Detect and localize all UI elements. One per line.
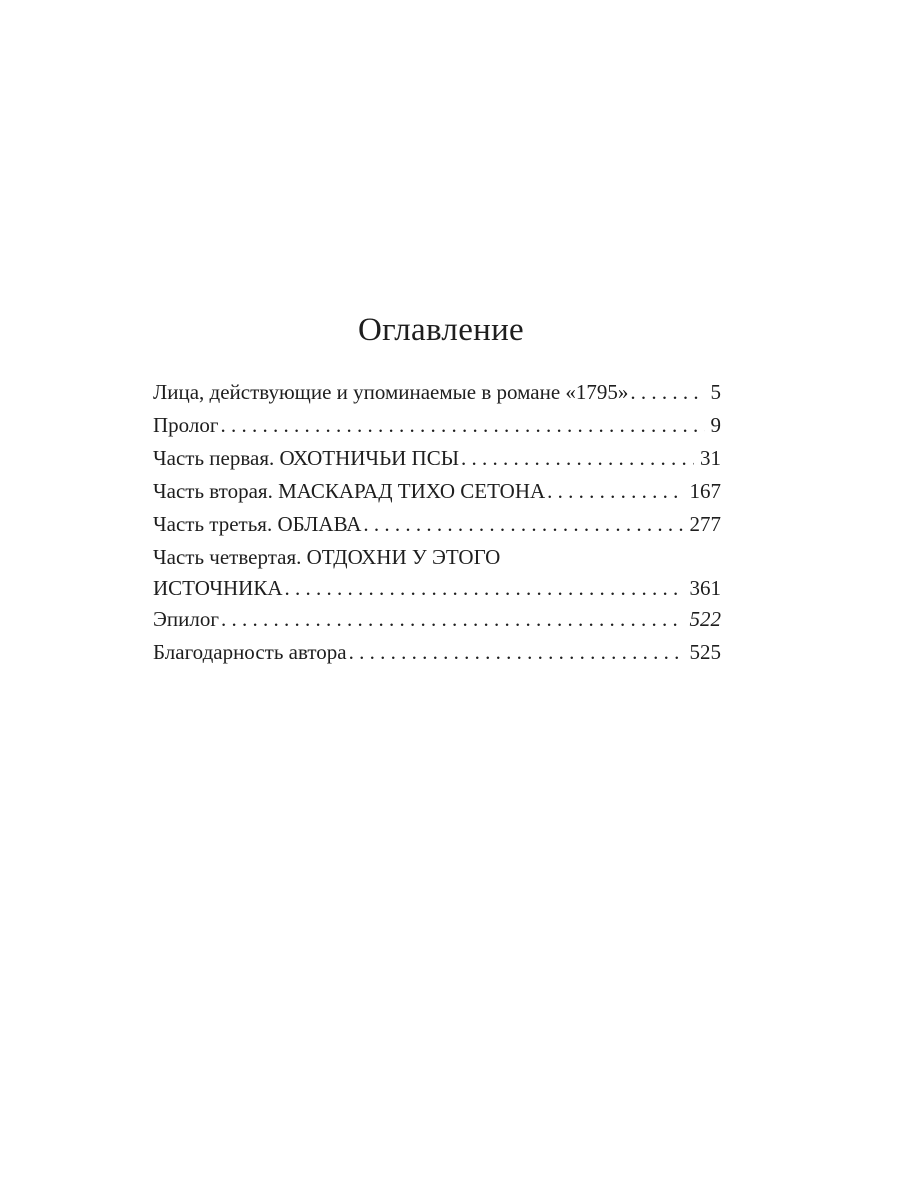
toc-page-number: 525 bbox=[689, 640, 721, 664]
toc-entry-label: Пролог bbox=[153, 413, 219, 437]
toc-entry-label-line2: ИСТОЧНИКА bbox=[153, 576, 283, 600]
dot-leader bbox=[349, 637, 684, 668]
toc-entry-part-three[interactable] bbox=[153, 509, 721, 542]
dot-leader bbox=[363, 509, 683, 540]
dot-leader bbox=[221, 604, 684, 635]
toc-entry-label-line1: Часть четвертая. ОТДОХНИ У ЭТОГО bbox=[153, 545, 501, 569]
toc-entry-label: Часть третья. ОБЛАВА bbox=[153, 512, 362, 536]
toc-entry-part-two[interactable] bbox=[153, 476, 721, 509]
toc-entry-acknowledgements[interactable] bbox=[153, 637, 721, 670]
toc-entry-part-one[interactable] bbox=[153, 443, 721, 476]
toc-page-number: 31 bbox=[700, 446, 721, 470]
toc-page-number: 167 bbox=[689, 479, 721, 503]
toc-page-number: 9 bbox=[710, 413, 721, 437]
toc-entry-prologue[interactable] bbox=[153, 410, 721, 443]
dot-leader bbox=[630, 377, 704, 408]
dot-leader bbox=[547, 476, 683, 507]
dot-leader bbox=[461, 443, 694, 474]
table-of-contents bbox=[153, 377, 721, 670]
toc-entry-label: Эпилог bbox=[153, 607, 219, 631]
toc-page-number: 361 bbox=[689, 576, 721, 600]
toc-entry-label: Благодарность автора bbox=[153, 640, 347, 664]
dot-leader bbox=[285, 573, 684, 604]
toc-page-number: 522 bbox=[689, 607, 721, 631]
toc-entry-label: Лица, действующие и упоминаемые в романе «1795» bbox=[153, 380, 629, 404]
toc-entry-label: Часть вторая. МАСКАРАД ТИХО СЕТОНА bbox=[153, 479, 546, 503]
toc-page-number: 5 bbox=[710, 380, 721, 404]
toc-entry-part-four[interactable] bbox=[153, 542, 721, 604]
toc-page-number: 277 bbox=[689, 512, 721, 536]
toc-entry-label: Часть первая. ОХОТНИЧЬИ ПСЫ bbox=[153, 446, 460, 470]
dot-leader bbox=[220, 410, 704, 441]
page-title: Оглавление bbox=[357, 312, 525, 348]
toc-entry-characters[interactable] bbox=[153, 377, 721, 410]
toc-entry-epilogue[interactable] bbox=[153, 604, 721, 637]
